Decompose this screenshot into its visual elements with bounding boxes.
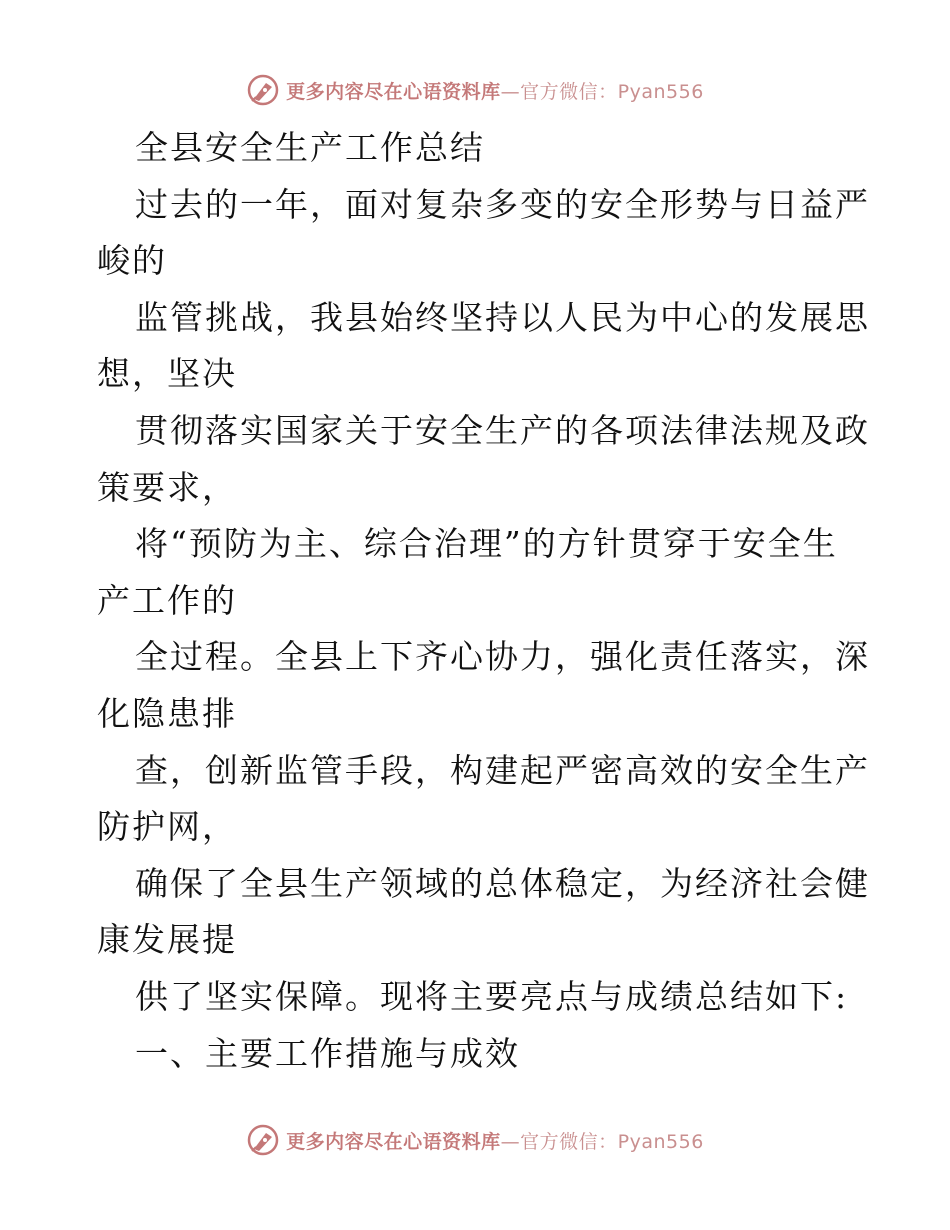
watermark-group [246, 73, 704, 107]
paragraph-line: 全县安全生产工作总结 [135, 128, 485, 167]
paragraph-line: 产工作的 [97, 580, 237, 620]
paragraph-line: 供了坚实保障。现将主要亮点与成绩总结如下: [135, 976, 849, 1016]
pen-nib-icon [246, 1123, 280, 1157]
paragraph-line: 化隐患排 [97, 693, 237, 733]
paragraph-line: 峻的 [97, 241, 167, 281]
paragraph-line: 将“预防为主、综合治理”的方针贯穿于安全生 [135, 524, 838, 564]
paragraph-line: 想，坚决 [97, 354, 237, 394]
footer-watermark-banner [0, 1120, 950, 1160]
paragraph-line: 确保了全县生产领域的总体稳定，为经济社会健 [135, 863, 870, 903]
watermark-text [286, 77, 704, 104]
paragraph-line: 策要求， [97, 467, 237, 507]
paragraph-line: 过去的一年，面对复杂多变的安全形势与日益严 [135, 184, 870, 224]
watermark-text [286, 1127, 704, 1154]
paragraph-line: 监管挑战，我县始终坚持以人民为中心的发展思 [135, 297, 870, 337]
watermark-contact-text: —官方微信：Pyan556 [500, 1130, 704, 1153]
header-watermark-banner [0, 70, 950, 110]
paragraph-line: 防护网， [97, 807, 237, 847]
watermark-main-text: 更多内容尽在心语资料库 [286, 1130, 501, 1153]
paragraph-line: 一、主要工作措施与成效 [135, 1033, 520, 1073]
watermark-group [246, 1123, 704, 1157]
paragraph-line: 查，创新监管手段，构建起严密高效的安全生产 [135, 750, 870, 790]
paragraph-line: 全过程。全县上下齐心协力，强化责任落实，深 [135, 637, 870, 677]
paragraph-line: 康发展提 [97, 920, 237, 960]
watermark-main-text: 更多内容尽在心语资料库 [286, 80, 501, 103]
document-body [97, 120, 870, 1082]
watermark-contact-text: —官方微信：Pyan556 [500, 80, 704, 103]
pen-nib-icon [246, 73, 280, 107]
paragraph-line: 贯彻落实国家关于安全生产的各项法律法规及政 [135, 410, 870, 450]
